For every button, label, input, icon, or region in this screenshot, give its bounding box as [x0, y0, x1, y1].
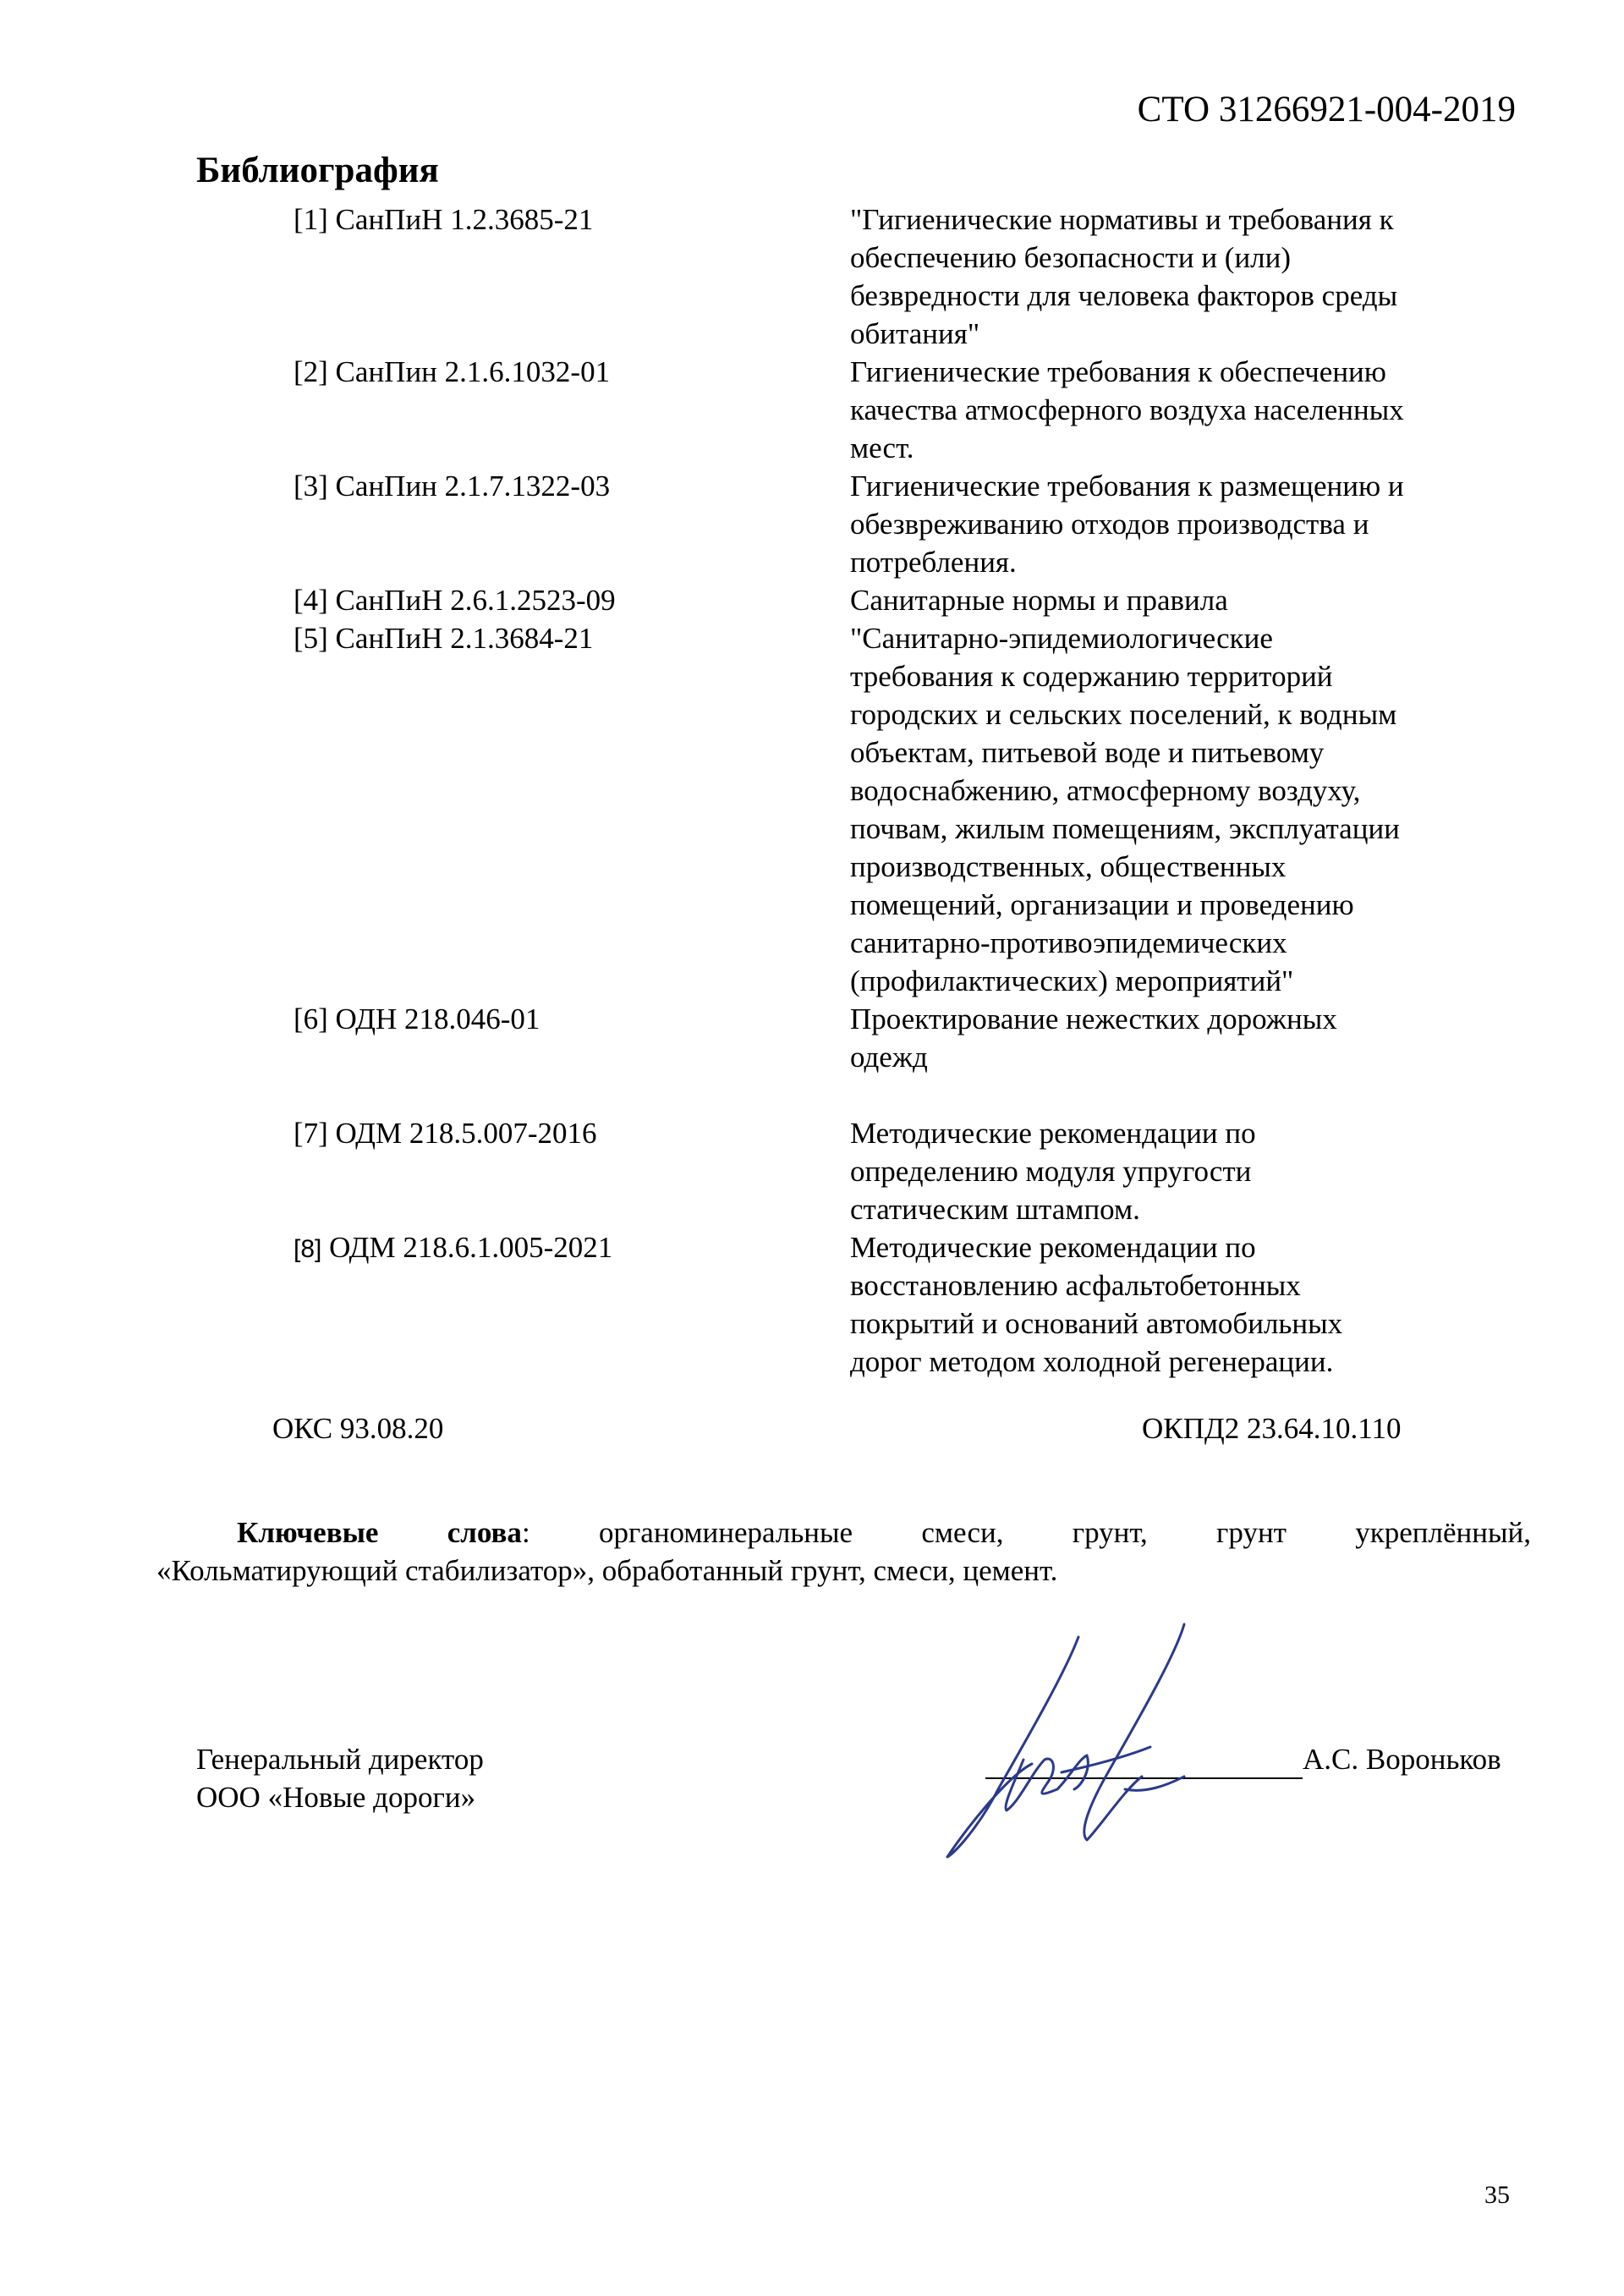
- bib-title-line: обитания": [850, 317, 980, 350]
- keyword-word: грунт: [1216, 1516, 1287, 1549]
- bib-item-title: [850, 581, 1493, 619]
- bib-title-line: требования к содержанию территорий: [850, 660, 1333, 693]
- signatory-name: А.С. Вороньков: [1303, 1743, 1501, 1776]
- bib-title-line: водоснабжению, атмосферному воздуху,: [850, 774, 1361, 807]
- bib-title-line: обеспечению безопасности и (или): [850, 241, 1292, 274]
- handwritten-signature: [930, 1620, 1320, 1874]
- bib-item-title: [850, 353, 1493, 467]
- bib-title-line: безвредности для человека факторов среды: [850, 279, 1398, 312]
- bib-item-code: [3] СанПин 2.1.7.1322-03: [294, 470, 611, 503]
- bib-item-title: [850, 619, 1493, 1000]
- bibliography-title: Библиография: [196, 151, 439, 190]
- keywords-line-1: [237, 1513, 1531, 1552]
- signatory-details: [196, 1740, 484, 1816]
- bib-title-line: покрытий и оснований автомобильных: [850, 1307, 1343, 1340]
- keyword-word: органоминеральные: [598, 1516, 853, 1549]
- bib-title-line: мест.: [850, 431, 914, 464]
- bib-title-line: производственных, общественных: [850, 850, 1287, 883]
- bib-title-line: помещений, организации и проведению: [850, 888, 1354, 921]
- bib-item-title: [850, 467, 1493, 581]
- bib-item-code: [7] ОДМ 218.5.007-2016: [294, 1117, 597, 1150]
- bib-title-line: Гигиенические требования к размещению и: [850, 470, 1404, 503]
- keyword-word: грунт,: [1072, 1516, 1148, 1549]
- bib-title-line: санитарно-противоэпидемических: [850, 926, 1287, 959]
- bib-title-line: "Санитарно-эпидемиологические: [850, 622, 1273, 655]
- bib-title-line: обезвреживанию отходов производства и: [850, 508, 1369, 541]
- keywords-label-word-2: слова: [447, 1516, 522, 1549]
- document-code: СТО 31266921-004-2019: [1137, 90, 1516, 129]
- bib-item-title: [850, 1000, 1493, 1076]
- bib-title-line: Гигиенические требования к обеспечению: [850, 355, 1386, 388]
- bib-title-line: Методические рекомендации по: [850, 1117, 1256, 1150]
- keywords-line-2: «Кольматирующий стабилизатор», обработанный грунт, смеси, цемент.: [156, 1554, 1058, 1587]
- bib-title-line: Проектирование нежестких дорожных: [850, 1002, 1337, 1035]
- bib-item-code: [1] СанПиН 1.2.3685-21: [294, 203, 594, 236]
- keywords-colon: :: [521, 1516, 530, 1549]
- bib-item-number: [8]: [294, 1235, 322, 1263]
- bib-title-line: восстановлению асфальтобетонных: [850, 1269, 1301, 1302]
- bib-title-line: Методические рекомендации по: [850, 1231, 1256, 1264]
- bib-item-code: [4] СанПиН 2.6.1.2523-09: [294, 584, 616, 617]
- bib-title-line: городских и сельских поселений, к водным: [850, 698, 1397, 731]
- bib-item-title: [850, 1228, 1493, 1381]
- bib-item-code: [2] СанПин 2.1.6.1032-01: [294, 355, 611, 388]
- bib-title-line: (профилактических) мероприятий": [850, 964, 1294, 997]
- bib-title-line: потребления.: [850, 546, 1017, 579]
- keywords-label-word: Ключевые: [237, 1516, 379, 1549]
- bib-title-line: статическим штампом.: [850, 1193, 1140, 1226]
- okpd-code: ОКПД2 23.64.10.110: [1142, 1412, 1402, 1445]
- oks-code: ОКС 93.08.20: [272, 1412, 444, 1445]
- keywords-label-group: [447, 1513, 530, 1552]
- keyword-word: смеси,: [921, 1516, 1004, 1549]
- bib-title-line: "Гигиенические нормативы и требования к: [850, 203, 1394, 236]
- bib-title-line: Санитарные нормы и правила: [850, 584, 1228, 617]
- bib-title-line: дорог методом холодной регенерации.: [850, 1345, 1334, 1378]
- bib-title-line: почвам, жилым помещениям, эксплуатации: [850, 812, 1400, 845]
- bib-title-line: объектам, питьевой воде и питьевому: [850, 736, 1325, 769]
- bib-title-line: качества атмосферного воздуха населенных: [850, 393, 1404, 426]
- bib-title-line: определению модуля упругости: [850, 1155, 1252, 1188]
- bib-item-title: [850, 200, 1493, 353]
- bib-item-code: [294, 1228, 612, 1268]
- bib-item-code: [5] СанПиН 2.1.3684-21: [294, 622, 594, 655]
- bib-item-code: [6] ОДН 218.046-01: [294, 1002, 540, 1035]
- bib-item-code-rest: ОДМ 218.6.1.005-2021: [321, 1231, 613, 1264]
- signatory-organization: ООО «Новые дороги»: [196, 1781, 476, 1814]
- signatory-position: Генеральный директор: [196, 1743, 484, 1776]
- bib-item-title: [850, 1114, 1493, 1228]
- keyword-word: укреплённый,: [1355, 1516, 1531, 1549]
- bib-title-line: одежд: [850, 1041, 928, 1074]
- page-number: 35: [1484, 2181, 1510, 2209]
